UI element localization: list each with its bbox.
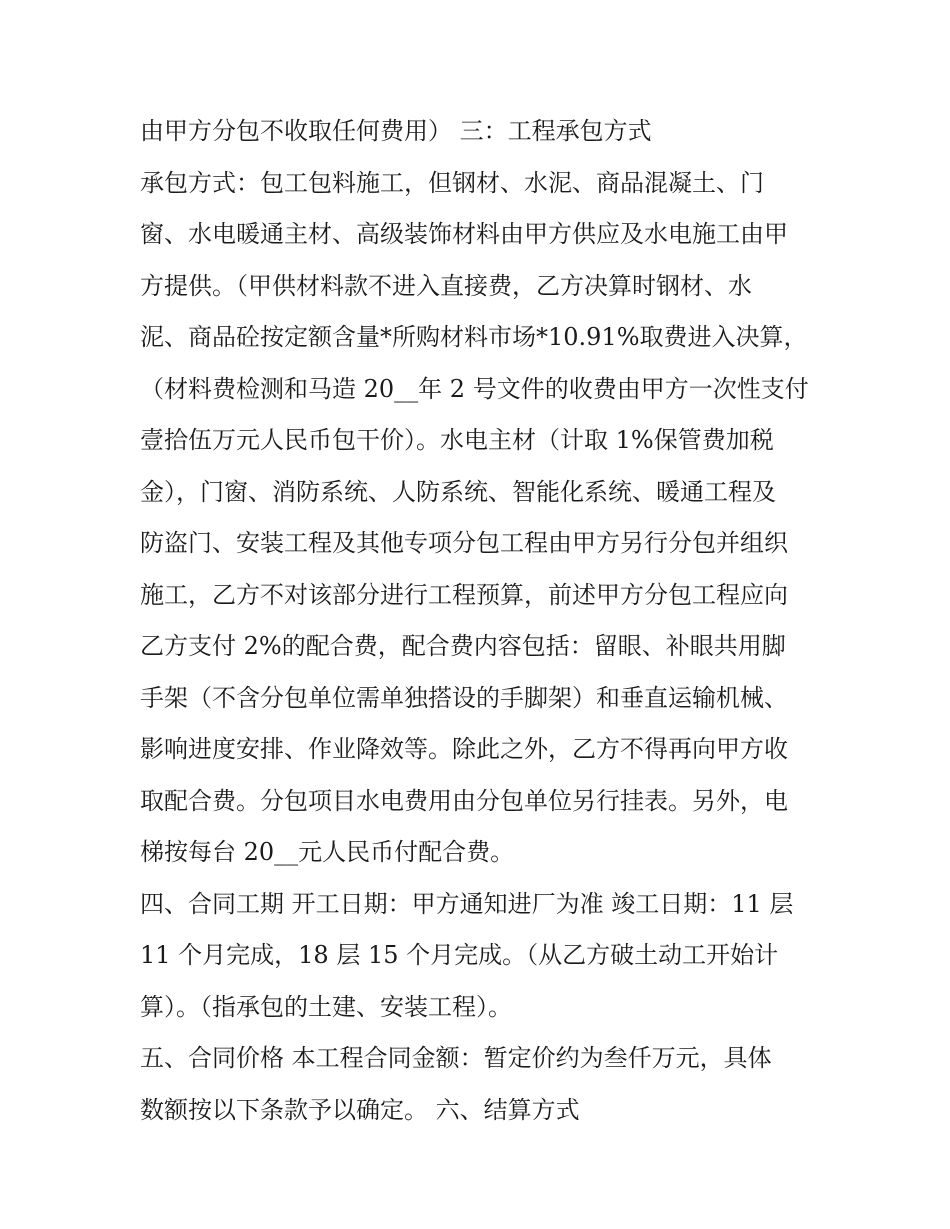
text-line: 泥、商品砼按定额含量*所购材料市场*10.91%取费进入决算， bbox=[140, 323, 808, 351]
text-line: 算）。（指承包的土建、安装工程）。 bbox=[140, 992, 512, 1021]
text-line: （材料费检测和马造 20__年 2 号文件的收费由甲方一次性支付 bbox=[140, 374, 809, 403]
text-line: 梯按每台 20__元人民币付配合费。 bbox=[140, 838, 515, 866]
text-line: 金），门窗、消防系统、人防系统、智能化系统、暖通工程及 bbox=[140, 477, 776, 506]
text-line: 施工，乙方不对该部分进行工程预算，前述甲方分包工程应向 bbox=[140, 580, 788, 609]
text-line: 手架（不含分包单位需单独搭设的手脚架）和垂直运输机械、 bbox=[140, 683, 788, 712]
text-line: 方提供。（甲供材料款不进入直接费，乙方决算时钢材、水 bbox=[140, 271, 752, 300]
text-line: 壹拾伍万元人民币包干价）。水电主材（计取 1%保管费加税 bbox=[140, 426, 774, 454]
text-line: 窗、水电暖通主材、高级装饰材料由甲方供应及水电施工由甲 bbox=[140, 220, 788, 248]
text-line: 防盗门、安装工程及其他专项分包工程由甲方另行分包并组织 bbox=[140, 529, 788, 557]
text-line: 乙方支付 2%的配合费，配合费内容包括：留眼、补眼共用脚 bbox=[140, 632, 786, 660]
text-line: 由甲方分包不收取任何费用） 三：工程承包方式 bbox=[140, 117, 652, 145]
text-line: 承包方式：包工包料施工，但钢材、水泥、商品混凝土、门 bbox=[140, 168, 764, 197]
text-line: 四、合同工期 开工日期：甲方通知进厂为准 竣工日期：11 层 bbox=[140, 889, 794, 918]
text-line: 数额按以下条款予以确定。 六、结算方式 bbox=[140, 1095, 580, 1124]
text-line: 影响进度安排、作业降效等。除此之外，乙方不得再向甲方收 bbox=[140, 735, 788, 763]
contract-text-block bbox=[140, 106, 830, 1136]
text-line: 取配合费。分包项目水电费用由分包单位另行挂表。另外，电 bbox=[140, 786, 788, 815]
text-line: 五、合同价格 本工程合同金额：暂定价约为叁仟万元，具体 bbox=[140, 1044, 772, 1072]
text-line: 11 个月完成，18 层 15 个月完成。（从乙方破土动工开始计 bbox=[140, 941, 779, 969]
